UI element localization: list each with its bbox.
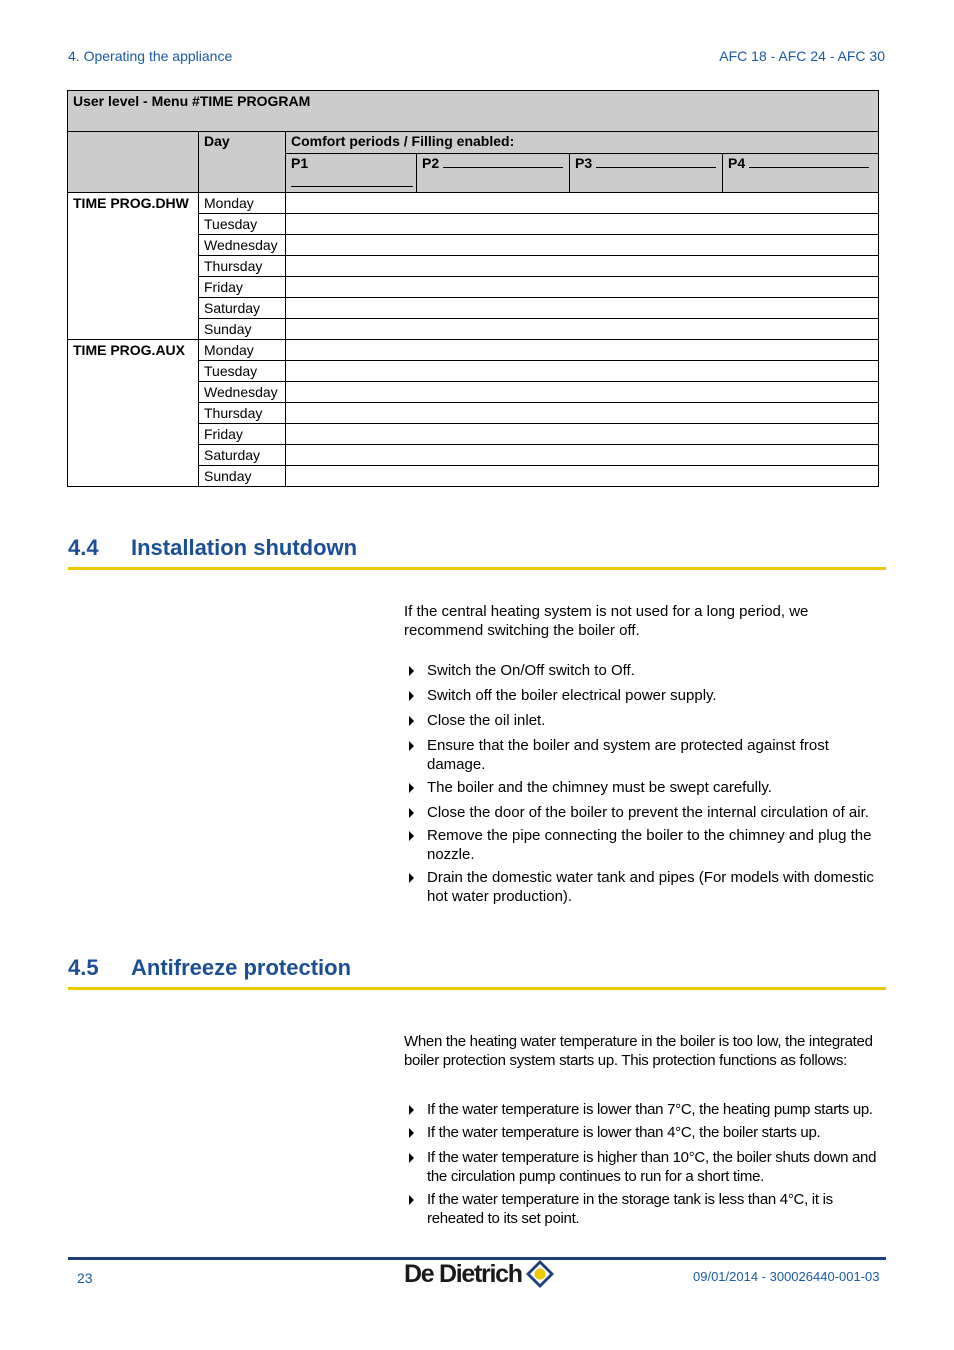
antifreeze-rules-list bbox=[404, 1100, 888, 1228]
running-header-models: AFC 18 - AFC 24 - AFC 30 bbox=[719, 48, 885, 64]
bullet-arrow-icon bbox=[409, 666, 414, 676]
list-item: Remove the pipe connecting the boiler to the chimney and plug the nozzle. bbox=[404, 826, 888, 864]
bullet-arrow-icon bbox=[409, 783, 414, 793]
day-cell: Saturday bbox=[199, 445, 286, 466]
list-item: Close the door of the boiler to prevent the internal circulation of air. bbox=[404, 803, 888, 822]
shutdown-steps-list bbox=[404, 661, 888, 906]
schedule-cell[interactable] bbox=[286, 382, 879, 403]
table-corner-cell bbox=[68, 132, 199, 193]
footer-rule bbox=[640, 1257, 886, 1260]
running-header-section: 4. Operating the appliance bbox=[68, 48, 233, 64]
document-reference: 09/01/2014 - 300026440-001-03 bbox=[693, 1269, 880, 1284]
day-cell: Wednesday bbox=[199, 382, 286, 403]
bullet-arrow-icon bbox=[409, 1153, 414, 1163]
brand-logo bbox=[404, 1259, 555, 1289]
day-cell: Friday bbox=[199, 277, 286, 298]
table-row bbox=[68, 193, 879, 214]
page-number: 23 bbox=[77, 1270, 93, 1286]
day-cell: Wednesday bbox=[199, 235, 286, 256]
period-p4-header: P4 bbox=[723, 154, 879, 193]
group-label-dhw: TIME PROG.DHW bbox=[68, 193, 199, 340]
schedule-cell[interactable] bbox=[286, 256, 879, 277]
day-cell: Tuesday bbox=[199, 214, 286, 235]
list-item: Ensure that the boiler and system are protected against frost damage. bbox=[404, 736, 888, 774]
time-program-table bbox=[67, 90, 879, 487]
section-number: 4.5 bbox=[68, 955, 99, 980]
list-item: The boiler and the chimney must be swept carefully. bbox=[404, 778, 888, 797]
bullet-arrow-icon bbox=[409, 1195, 414, 1205]
bullet-arrow-icon bbox=[409, 716, 414, 726]
schedule-cell[interactable] bbox=[286, 193, 879, 214]
list-item: Drain the domestic water tank and pipes (For models with domestic hot water production). bbox=[404, 868, 888, 906]
section-title: Installation shutdown bbox=[131, 535, 358, 560]
antifreeze-intro: When the heating water temperature in the boiler is too low, the integrated boiler protection system starts up. This protection functions as follows: bbox=[404, 1033, 873, 1069]
section-number: 4.4 bbox=[68, 535, 99, 560]
day-cell: Saturday bbox=[199, 298, 286, 319]
list-item: If the water temperature is higher than 10°C, the boiler shuts down and the circulation pump continues to run for a short time. bbox=[404, 1148, 888, 1186]
schedule-cell[interactable] bbox=[286, 340, 879, 361]
schedule-cell[interactable] bbox=[286, 235, 879, 256]
day-cell: Monday bbox=[199, 193, 286, 214]
section-heading-antifreeze-protection bbox=[68, 955, 886, 990]
section-title: Antifreeze protection bbox=[131, 955, 352, 980]
bullet-arrow-icon bbox=[409, 691, 414, 701]
period-p1-header: P1 bbox=[286, 154, 417, 193]
period-p3-header: P3 bbox=[570, 154, 723, 193]
day-cell: Sunday bbox=[199, 466, 286, 487]
day-cell: Thursday bbox=[199, 403, 286, 424]
day-cell: Thursday bbox=[199, 256, 286, 277]
periods-header: Comfort periods / Filling enabled: bbox=[286, 132, 879, 154]
section-heading-installation-shutdown bbox=[68, 535, 886, 570]
schedule-cell[interactable] bbox=[286, 424, 879, 445]
footer-rule bbox=[68, 1257, 313, 1260]
schedule-cell[interactable] bbox=[286, 445, 879, 466]
bullet-arrow-icon bbox=[409, 1105, 414, 1115]
list-item: If the water temperature is lower than 4°C, the boiler starts up. bbox=[404, 1123, 888, 1142]
day-cell: Friday bbox=[199, 424, 286, 445]
table-row bbox=[68, 340, 879, 361]
group-label-aux: TIME PROG.AUX bbox=[68, 340, 199, 487]
list-item: Switch the On/Off switch to Off. bbox=[404, 661, 888, 680]
schedule-cell[interactable] bbox=[286, 361, 879, 382]
schedule-cell[interactable] bbox=[286, 298, 879, 319]
bullet-arrow-icon bbox=[409, 1128, 414, 1138]
bullet-arrow-icon bbox=[409, 741, 414, 751]
brand-name: De Dietrich bbox=[404, 1259, 522, 1288]
schedule-cell[interactable] bbox=[286, 277, 879, 298]
brand-diamond-icon bbox=[525, 1259, 555, 1289]
schedule-cell[interactable] bbox=[286, 319, 879, 340]
bullet-arrow-icon bbox=[409, 873, 414, 883]
day-cell: Sunday bbox=[199, 319, 286, 340]
list-item: Switch off the boiler electrical power supply. bbox=[404, 686, 888, 705]
period-p2-header: P2 bbox=[417, 154, 570, 193]
schedule-cell[interactable] bbox=[286, 403, 879, 424]
shutdown-intro: If the central heating system is not used for a long period, we recommend switching the boiler off. bbox=[404, 603, 809, 639]
list-item: If the water temperature is lower than 7°C, the heating pump starts up. bbox=[404, 1100, 888, 1119]
day-column-header: Day bbox=[199, 132, 286, 193]
schedule-cell[interactable] bbox=[286, 466, 879, 487]
list-item: Close the oil inlet. bbox=[404, 711, 888, 730]
bullet-arrow-icon bbox=[409, 831, 414, 841]
day-cell: Monday bbox=[199, 340, 286, 361]
list-item: If the water temperature in the storage tank is less than 4°C, it is reheated to its set point. bbox=[404, 1190, 888, 1228]
bullet-arrow-icon bbox=[409, 808, 414, 818]
table-title: User level - Menu #TIME PROGRAM bbox=[68, 91, 879, 132]
schedule-cell[interactable] bbox=[286, 214, 879, 235]
day-cell: Tuesday bbox=[199, 361, 286, 382]
